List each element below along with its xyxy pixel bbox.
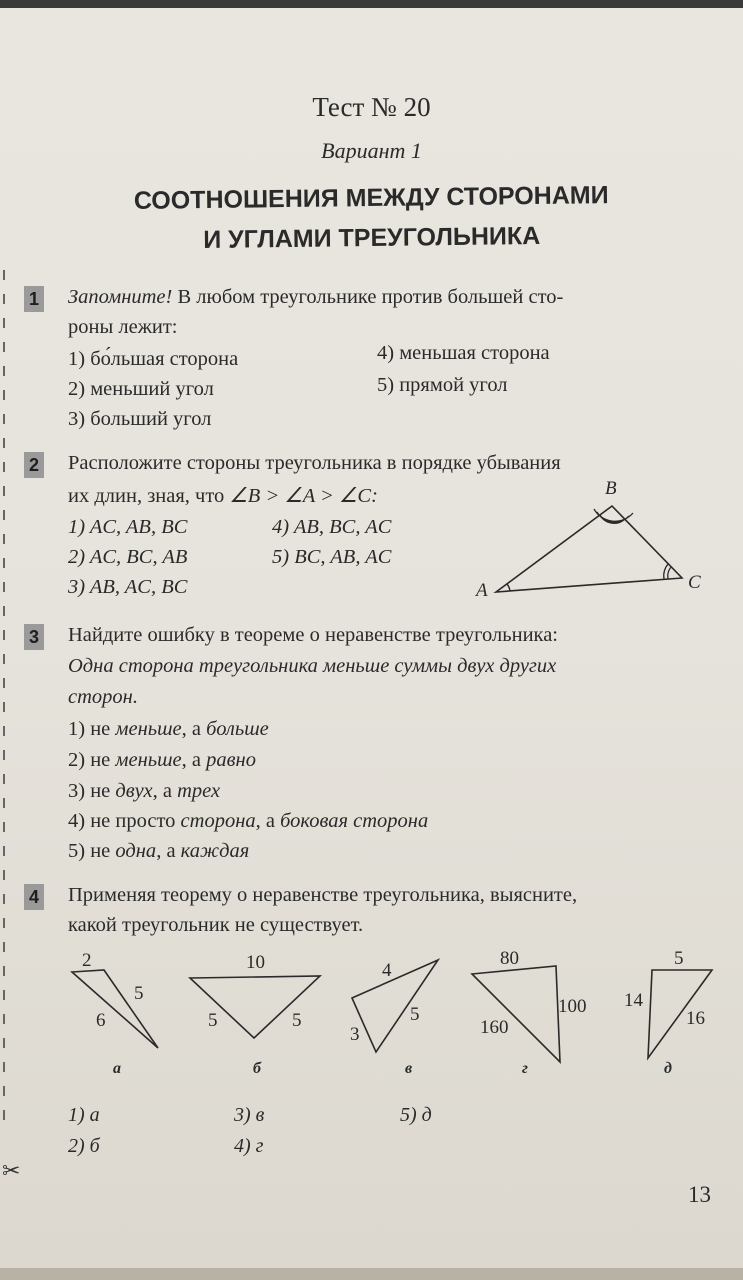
- page-number: 13: [688, 1182, 711, 1207]
- triangle-v: [352, 960, 438, 1052]
- question-text-2: роны лежит:: [68, 316, 178, 338]
- question-1: [24, 286, 724, 436]
- heading-line-1: СООТНОШЕНИЯ МЕЖДУ СТОРОНАМИ: [133, 181, 609, 215]
- scissors-icon: ✂: [2, 1158, 21, 1183]
- option: 1) AC, AB, BC: [68, 516, 188, 538]
- angle-condition: ∠B > ∠A > ∠C:: [229, 485, 378, 507]
- question-text-2: какой треугольник не существует.: [68, 914, 364, 936]
- side-label: 80: [500, 948, 519, 969]
- option: 3) не двух, а трех: [68, 780, 221, 802]
- question-number: 4: [24, 884, 44, 910]
- topic-heading: [0, 173, 743, 262]
- option: 3) больший угол: [68, 408, 212, 430]
- test-title: Тест № 20: [312, 92, 431, 122]
- option: 3) в: [234, 1104, 265, 1126]
- side-label: 3: [350, 1024, 360, 1045]
- side-label: 14: [624, 990, 643, 1011]
- triangle-letter: б: [253, 1060, 261, 1077]
- question-text: Расположите стороны треугольника в порядке убывания: [68, 452, 561, 474]
- option: 1) бо́льшая сторона: [68, 348, 239, 370]
- side-label: 10: [246, 952, 265, 973]
- option: 2) AC, BC, AB: [68, 546, 188, 568]
- question-4-answers: [24, 1104, 724, 1164]
- option: 5) не одна, а каждая: [68, 840, 250, 862]
- theorem-text: Одна сторона треугольника меньше суммы двух других: [68, 655, 557, 677]
- question-text: Применяя теорему о неравенстве треугольника, выясните,: [68, 884, 578, 906]
- heading-line-2: И УГЛАМИ ТРЕУГОЛЬНИКА: [203, 221, 541, 255]
- triangle-a: [72, 970, 158, 1048]
- option: 4) меньшая сторона: [377, 342, 550, 364]
- option: 4) не просто сторона, а боковая сторона: [68, 810, 429, 832]
- question-number: 2: [24, 452, 44, 478]
- option: 2) б: [68, 1135, 100, 1157]
- question-text: Запомните! В любом треугольнике против большей сто-: [68, 286, 564, 308]
- side-label: 6: [96, 1010, 106, 1031]
- question-number: 1: [24, 286, 44, 312]
- variant-label: Вариант 1: [321, 138, 422, 163]
- triangle-letter: а: [113, 1060, 121, 1077]
- side-label: 5: [134, 983, 144, 1004]
- option: 2) не меньше, а равно: [68, 749, 256, 771]
- angle-mark-a: [507, 584, 510, 591]
- question-3: [24, 624, 724, 869]
- option: 2) меньший угол: [68, 378, 214, 400]
- triangle-g: [472, 966, 560, 1062]
- option: 1) а: [68, 1104, 100, 1126]
- option: 5) прямой угол: [377, 374, 508, 396]
- vertex-b: B: [605, 478, 617, 499]
- question-number: 3: [24, 624, 44, 650]
- triangle-abc: [496, 506, 682, 592]
- triangle-letter: в: [405, 1060, 413, 1077]
- question-text: Найдите ошибку в теореме о неравенстве треугольника:: [68, 624, 558, 646]
- triangle-abc-figure: [460, 470, 720, 610]
- option: 1) не меньше, а больше: [68, 718, 269, 740]
- triangle-letter: г: [522, 1060, 528, 1077]
- side-label: 16: [686, 1008, 705, 1029]
- side-label: 5: [410, 1004, 420, 1025]
- option: 4) г: [234, 1135, 264, 1157]
- side-label: 2: [82, 950, 92, 971]
- option: 5) BC, AB, AC: [272, 546, 392, 568]
- triangle-letter: д: [664, 1060, 672, 1077]
- side-label: 5: [208, 1010, 218, 1031]
- side-label: 4: [382, 960, 392, 981]
- page-edge: [0, 1268, 743, 1280]
- option: 5) д: [400, 1104, 432, 1126]
- theorem-text-2: сторон.: [68, 686, 138, 708]
- option: 3) AB, AC, BC: [68, 576, 188, 598]
- side-label: 5: [674, 948, 684, 969]
- vertex-a: A: [476, 580, 488, 601]
- remember-prefix: Запомните!: [68, 286, 173, 308]
- question-text-2: их длин, зная, что ∠B > ∠A > ∠C:: [68, 485, 378, 507]
- vertex-c: C: [688, 572, 701, 593]
- side-label: 160: [480, 1017, 509, 1038]
- question-4: [24, 884, 724, 944]
- side-label: 100: [558, 996, 587, 1017]
- top-shadow: [0, 0, 743, 8]
- option: 4) AB, BC, AC: [272, 516, 392, 538]
- side-label: 5: [292, 1010, 302, 1031]
